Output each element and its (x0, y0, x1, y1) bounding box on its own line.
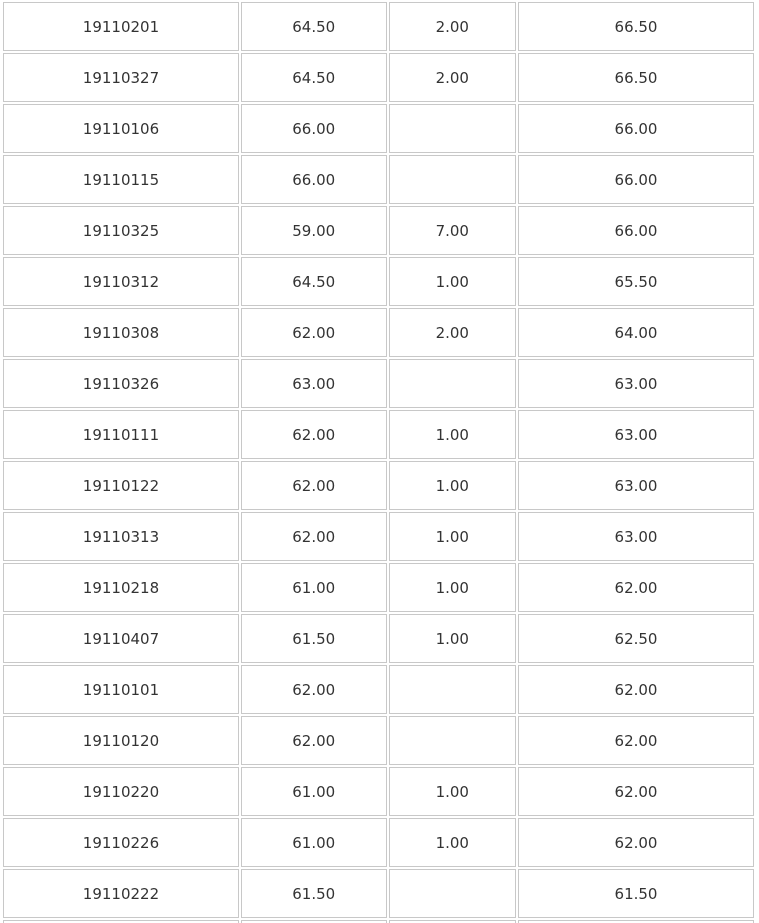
table-row (3, 53, 754, 102)
base-score-cell: 59.00 (241, 206, 387, 255)
candidate-id-cell: 19110226 (3, 818, 239, 867)
bonus-score-cell: 1.00 (389, 614, 517, 663)
candidate-id-cell: 19110115 (3, 155, 239, 204)
bonus-score-cell: 7.00 (389, 206, 517, 255)
total-score-cell: 65.50 (518, 257, 754, 306)
bonus-score-cell: 1.00 (389, 767, 517, 816)
candidate-id-cell: 19110325 (3, 206, 239, 255)
bonus-score-cell (389, 716, 517, 765)
bonus-score-cell (389, 155, 517, 204)
base-score-cell: 66.00 (241, 104, 387, 153)
bonus-score-cell (389, 104, 517, 153)
total-score-cell: 63.00 (518, 410, 754, 459)
candidate-id-cell: 19110313 (3, 512, 239, 561)
total-score-cell: 61.50 (518, 869, 754, 918)
table-row (3, 308, 754, 357)
total-score-cell: 62.00 (518, 818, 754, 867)
bonus-score-cell: 2.00 (389, 308, 517, 357)
bonus-score-cell: 2.00 (389, 53, 517, 102)
table-row (3, 818, 754, 867)
score-table (1, 0, 756, 923)
candidate-id-cell: 19110201 (3, 2, 239, 51)
base-score-cell: 62.00 (241, 512, 387, 561)
table-row (3, 104, 754, 153)
bonus-score-cell: 1.00 (389, 818, 517, 867)
base-score-cell: 62.00 (241, 665, 387, 714)
bonus-score-cell (389, 665, 517, 714)
total-score-cell: 66.00 (518, 206, 754, 255)
base-score-cell: 64.50 (241, 257, 387, 306)
total-score-cell: 63.00 (518, 359, 754, 408)
total-score-cell: 62.00 (518, 767, 754, 816)
table-row (3, 155, 754, 204)
base-score-cell: 64.50 (241, 2, 387, 51)
total-score-cell: 66.00 (518, 155, 754, 204)
base-score-cell: 64.50 (241, 53, 387, 102)
bonus-score-cell (389, 359, 517, 408)
base-score-cell: 63.00 (241, 359, 387, 408)
table-row (3, 716, 754, 765)
bonus-score-cell (389, 869, 517, 918)
base-score-cell: 62.00 (241, 716, 387, 765)
total-score-cell: 63.00 (518, 512, 754, 561)
base-score-cell: 61.50 (241, 869, 387, 918)
total-score-cell: 64.00 (518, 308, 754, 357)
table-row (3, 461, 754, 510)
table-row (3, 512, 754, 561)
base-score-cell: 61.50 (241, 614, 387, 663)
candidate-id-cell: 19110106 (3, 104, 239, 153)
table-row (3, 614, 754, 663)
candidate-id-cell: 19110326 (3, 359, 239, 408)
candidate-id-cell: 19110101 (3, 665, 239, 714)
candidate-id-cell: 19110122 (3, 461, 239, 510)
bonus-score-cell: 1.00 (389, 257, 517, 306)
total-score-cell: 62.00 (518, 716, 754, 765)
table-row (3, 665, 754, 714)
candidate-id-cell: 19110327 (3, 53, 239, 102)
total-score-cell: 63.00 (518, 461, 754, 510)
candidate-id-cell: 19110407 (3, 614, 239, 663)
total-score-cell: 66.00 (518, 104, 754, 153)
total-score-cell: 66.50 (518, 53, 754, 102)
bonus-score-cell: 1.00 (389, 563, 517, 612)
total-score-cell: 62.00 (518, 665, 754, 714)
base-score-cell: 61.00 (241, 818, 387, 867)
total-score-cell: 62.00 (518, 563, 754, 612)
candidate-id-cell: 19110111 (3, 410, 239, 459)
table-row (3, 767, 754, 816)
table-row (3, 2, 754, 51)
base-score-cell: 62.00 (241, 410, 387, 459)
base-score-cell: 66.00 (241, 155, 387, 204)
candidate-id-cell: 19110308 (3, 308, 239, 357)
bonus-score-cell: 1.00 (389, 461, 517, 510)
candidate-id-cell: 19110222 (3, 869, 239, 918)
table-row (3, 257, 754, 306)
table-row (3, 206, 754, 255)
table-row (3, 869, 754, 918)
candidate-id-cell: 19110312 (3, 257, 239, 306)
bonus-score-cell: 1.00 (389, 410, 517, 459)
table-row (3, 359, 754, 408)
candidate-id-cell: 19110220 (3, 767, 239, 816)
base-score-cell: 62.00 (241, 308, 387, 357)
table-row (3, 563, 754, 612)
table-row (3, 410, 754, 459)
candidate-id-cell: 19110120 (3, 716, 239, 765)
base-score-cell: 61.00 (241, 563, 387, 612)
candidate-id-cell: 19110218 (3, 563, 239, 612)
base-score-cell: 62.00 (241, 461, 387, 510)
base-score-cell: 61.00 (241, 767, 387, 816)
total-score-cell: 62.50 (518, 614, 754, 663)
total-score-cell: 66.50 (518, 2, 754, 51)
bonus-score-cell: 1.00 (389, 512, 517, 561)
bonus-score-cell: 2.00 (389, 2, 517, 51)
